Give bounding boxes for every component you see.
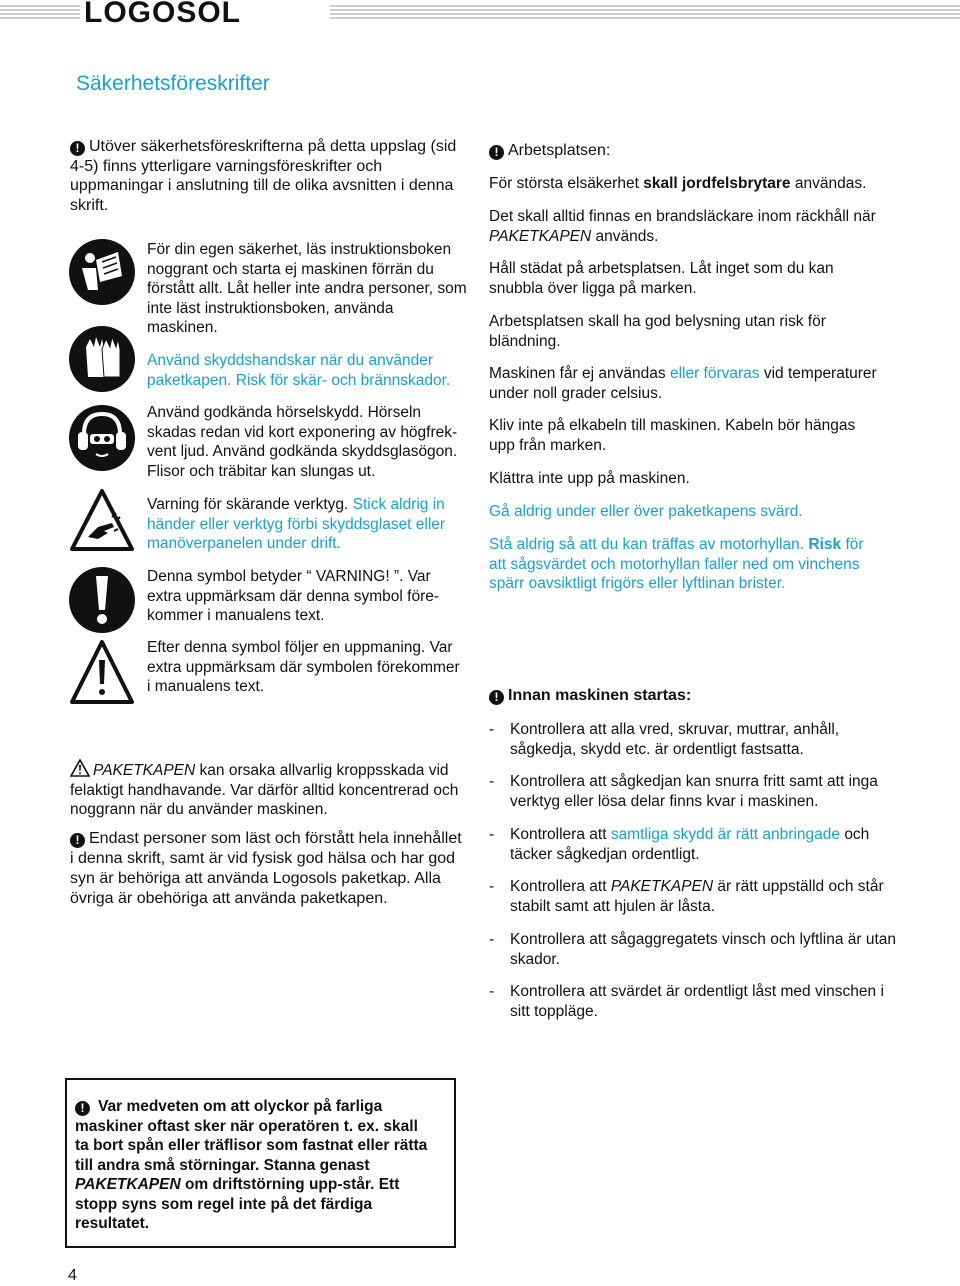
workplace-p5: Maskinen får ej användas eller förvaras vid temperaturer under noll grader celsius.	[489, 365, 877, 402]
workplace-p2: Det skall alltid finnas en brandsläckare inom räckhåll när PAKETKAPEN används.	[489, 208, 876, 245]
intro: ! Utöver säkerhetsföreskrifterna på detta uppslag (sid 4-5) finns ytterligare varningsföreskrifter och uppmaningar i anslutning till de olika avsnitten i denna skrift.	[70, 138, 457, 214]
workplace-p3: Håll städat på arbetsplatsen. Låt inget som du kan snubbla över ligga på marken.	[489, 260, 834, 297]
list-item: - Kontrollera att samtliga skydd är rätt anbringade och täcker sågkedjan ordentligt.	[489, 826, 870, 863]
warning-triangle-icon	[68, 638, 136, 706]
notice-triangle: PAKETKAPEN kan orsaka allvarlig kroppsskada vid felaktigt handhavande. Var därför alltid koncentrerad och noggrann när du använder maskinen.	[70, 759, 465, 820]
warning-exclamation-icon	[68, 566, 136, 634]
workplace-p6: Kliv inte på elkabeln till maskinen. Kabeln bör hängas upp från marken.	[489, 417, 856, 454]
read-manual-icon	[68, 238, 136, 306]
exclamation-icon: !	[75, 1101, 90, 1116]
gloves-icon	[68, 325, 136, 393]
exclamation-icon: !	[70, 833, 85, 848]
small-warning-triangle-icon	[70, 759, 90, 777]
workplace-heading: ! Arbetsplatsen:	[489, 141, 610, 161]
list-item: - Kontrollera att PAKETKAPEN är rätt uppställd och står stabilt samt att hjulen är låsta.	[489, 878, 884, 915]
warning-box-text: ! Var medveten om att olyckor på farliga maskiner oftast sker när operatören t. ex. skall ta bort spån eller träflisor som fastnat eller rätta till andra små störningar. Stanna genast PAKETKAPEN om driftstörning upp-står. Ett stopp syns som regel inte på det färdiga resultatet.	[75, 1098, 428, 1232]
workplace-p4: Arbetsplatsen skall ha god belysning utan risk för bländning.	[489, 313, 826, 350]
notice-exclamation: ! Endast personer som läst och förstått hela innehållet i denna skrift, samt är vid fysisk god hälsa och har god syn är behöriga att använda Logosols paketkap. Alla övriga är obehöriga att använda paketkapen.	[70, 830, 462, 907]
list-item: - Kontrollera att sågkedjan kan snurra fritt samt att inga verktyg eller lösa delar finns kvar i maskinen.	[489, 773, 878, 810]
text-cutting: Varning för skärande verktyg. Stick aldrig in händer eller verktyg förbi skyddsglaset eller manöverpanelen under drift.	[147, 496, 446, 552]
list-item: - Kontrollera att alla vred, skruvar, muttrar, anhåll, sågkedja, skydd etc. är ordentligt fastsatta.	[489, 721, 840, 758]
workplace-p7: Klättra inte upp på maskinen.	[489, 470, 690, 487]
hearing-protection-icon	[68, 404, 136, 472]
exclamation-icon: !	[70, 141, 85, 156]
list-item: - Kontrollera att sågaggregatets vinsch och lyftlina är utan skador.	[489, 931, 897, 968]
text-warning-circle: Denna symbol betyder “ VARNING! ”. Var extra uppmärksam där denna symbol före-kommer i manualens text.	[147, 568, 440, 624]
text-gloves: Använd skyddshandskar när du använder paketkapen. Risk för skär- och brännskador.	[147, 352, 451, 389]
page-title: Säkerhetsföreskrifter	[76, 72, 270, 95]
before-start-heading: ! Innan maskinen startas:	[489, 686, 691, 706]
cutting-hazard-icon	[68, 487, 136, 555]
workplace-p1: För största elsäkerhet skall jordfelsbrytare användas.	[489, 175, 867, 192]
text-manual: För din egen säkerhet, läs instruktionsboken noggrant och starta ej maskinen förrän du förstått allt. Låt heller inte andra personer, som inte läst instruktionsboken, använda maskinen.	[147, 241, 467, 336]
exclamation-icon: !	[489, 690, 504, 705]
text-warning-triangle: Efter denna symbol följer en uppmaning. Var extra uppmärksam där symbolen förekommer i manualens text.	[147, 639, 460, 695]
exclamation-icon: !	[489, 145, 504, 160]
page-number: 4	[68, 1267, 77, 1284]
workplace-p8: Gå aldrig under eller över paketkapens svärd.	[489, 503, 803, 520]
workplace-p9: Stå aldrig så att du kan träffas av motorhyllan. Risk för att sågsvärdet och motorhyllan faller ned om vinchens spärr oavsiktligt frigörs eller lyftlinan brister.	[489, 536, 864, 592]
list-item: - Kontrollera att svärdet är ordentligt låst med vinschen i sitt toppläge.	[489, 983, 884, 1020]
text-hearing: Använd godkända hörselskydd. Hörseln skadas redan vid kort exponering av högfrek-vent ljud. Använd godkända skyddsglasögon. Flisor och träbitar kan slungas ut.	[147, 404, 458, 480]
logo: LOGOSOL	[84, 0, 241, 29]
